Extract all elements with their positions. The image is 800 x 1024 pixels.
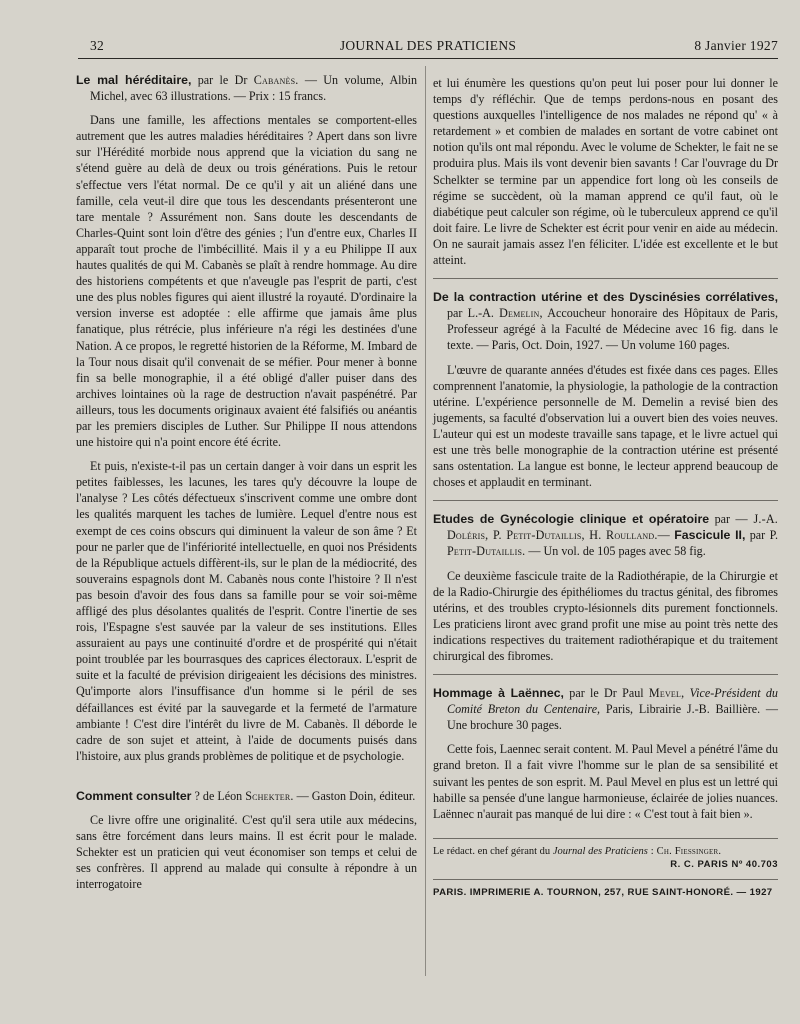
right-column: [433, 75, 778, 901]
review-mal-hereditaire: [76, 72, 417, 764]
review-paragraph: Ce deuxième fascicule traite de la Radiothérapie, de la Chirurgie et de la Radio-Chirurgie des épithéliomes du tractus génital, des fibromes utérins, et des troubles crypto-lésionnels dits purement fonctionnels. Les praticiens liront avec grand profit une mise au point très nette des indications respectives du traitement radiothérapique et du traitement chirurgical des fibromes.: [433, 568, 778, 663]
review-author: Mevel,: [648, 686, 685, 701]
editor-note: [433, 838, 778, 871]
review-paragraph: Et puis, n'existe-t-il pas un certain danger à voir dans un esprit les petites faiblesses, les lacunes, les tares qu'y découvre la loupe de l'analyse ? Les côtés défectueux s'inscrivent comme une ombre dont les qualités marquent les taches de lumière. Lequel d'entre nous est exempt de ces coins obscurs qui diminuent la valeur de son âme ? Et pour ne parler que de l'infériorité intellectuelle, en quoi nos Présidents de la République actuels diffèrent-ils, sur le plan de la médiocrité, des souverains espagnols dont M. Cabanès nous conte l'histoire ? Il n'est pas besoin d'avoir des fous dans sa famille pour se voir soi-même affligé des plus désolantes qualités de l'esprit. Contre l'inertie de ses rois, l'Espagne s'est sauvée par la valeur de ses institutions. Elles assuraient au pays une continuité d'ordre et de prospérité qui n'était point troublée par les bourrasques des caprices électoraux. L'esprit de suite et la faculté de prévision dirigeaient les décisions des ministres. Qu'importe alors l'insuffisance d'un homme si le péril de ses défaillances est évité par la sauvegarde et la fermeté de l'armature ambiante ! C'est dire l'intérêt du livre de M. Cabanès. Il déborde le cadre de son sujet et atteint, à l'aide de documents puisés dans l'histoire, aux plus grands problèmes de politique et de psychologie.: [76, 459, 417, 763]
review-author-role: Vice-Président du Comité Breton du Centenaire,: [447, 686, 778, 717]
review-comment-consulter: [76, 788, 417, 893]
review-contraction-uterine: [433, 289, 778, 490]
review-heading: Etudes de Gynécologie clinique et opératoire par — J.-A. Doléris, P. Petit-Dutaillis, H. Roulland.— Fascicule II, par P. Petit-Dutaillis. — Un vol. de 105 pages avec 58 fig.: [433, 512, 778, 559]
review-author: Demelin,: [499, 306, 543, 321]
review-details: — Un vol. de 105 pages avec 58 fig.: [525, 544, 706, 559]
divider: [433, 674, 778, 675]
review-paragraph: Dans une famille, les affections mentales se comportent-elles autrement que les autres maladies héréditaires ? Apert dans son livre sur l'Hérédité morbide nous apprend que la viciation du sang ne s'étend guère au delà de deux ou trois générations. Puis le retour s'effectue vers l'état normal. De ce qu'il y ait un aliéné dans une famille, cela veut-il dire que tous les descendants présenteront une tare mentale ? Assurément non. Sans doute les descendants de Charles-Quint sont loin d'être des génies ; l'un d'entre eux, Charles II apparaît tout proche de l'imbécillité. Mais il y a eu Philippe II aux hautes qualités de qui M. Cabanès se plaît à rendre hommage. Au dire des historiens compétents et que n'aveugle pas l'esprit de parti, c'est une des plus nobles figures qui aient illustré la royauté. D'ordinaire la version inverse est adoptée : elle affirme que jamais âme plus fanatique, plus rétrécie, plus inférieure n'a régi les destinées d'une Nation. A ce propos, le regretté historien de la Réforme, M. Imbard de la Tour nous disait qu'il convenait de se méfier. Pour mener à bonne fin sa belle monographie, il a été obligé d'aller puiser dans des archives lointaines où la rage de destruction n'avait paspénétré. Par ailleurs, tous les documents originaux avaient été falsifiés ou anéantis par les premiers disciples de Luther. Sur Philippe II nous attendons une histoire qui n'a point encore été écrite.: [76, 113, 417, 450]
review-title: Hommage à Laënnec,: [433, 686, 564, 701]
review-paragraph: Cette fois, Laennec serait content. M. Paul Mevel a pénétré l'âme du grand breton. Il a fait vivre l'homme sur le plan de sa sensibilité et suivant les pentes de son esprit. M. Paul Mevel en plus est un lettré qui habille sa pensée d'une langue harmonieuse, éclairée de jolies nuances. Laënnec n'aurait pas manqué de lui dire : « C'est tout à fait bien ».: [433, 742, 778, 821]
divider: [433, 278, 778, 279]
editor-line: Le rédact. en chef gérant du Journal des Praticiens : Ch. Fiessinger.: [433, 845, 722, 857]
review-paragraph: et lui énumère les questions qu'on peut lui poser pour lui donner le temps d'y réfléchir. Que de temps perdons-nous en posant des questions auxquelles l'intelligence de nos malades ne répond qu' « à retardement » et combien de malades en sortant de votre cabinet ont notion qu'ils ont mal répondu. Avec le volume de Schekter, le fait ne se produira plus. Mais ils vont devenir bien savants ! Car l'ouvrage du Dr Schelkter se termine par un appendice fort long où les conseils de régime se succèdent, où la maman apprend ce qu'il faut, où le diabétique peut calculer son régime, où le tuberculeux apprend ce qu'il doit faire. Le livre de Schekter est écrit pour venir en aide au médecin. On ne saurait jamais assez l'en féliciter. L'idée est excellente et le but atteint.: [433, 76, 778, 268]
review-details: Accoucheur honoraire des Hôpitaux de Paris, Professeur agrégé à la Faculté de Médecine avec 16 fig. dans le texte. — Paris, Oct. Doin, 1927. — Un volume 160 pages.: [447, 306, 778, 353]
registry-number: R. C. PARIS Nº 40.703: [670, 858, 778, 870]
review-author: Schekter.: [245, 788, 294, 803]
journal-name: Journal des Praticiens: [552, 845, 648, 857]
review-details: Paris, Librairie J.-B. Baillière. — Une brochure 30 pages.: [447, 702, 778, 733]
printer-line: PARIS. IMPRIMERIE A. TOURNON, 257, RUE SAINT-HONORÉ. — 1927: [433, 879, 778, 901]
left-column: [76, 72, 417, 902]
review-authors: — J.-A. Doléris, P. Petit-Dutaillis, H. Roulland.—: [447, 512, 778, 543]
review-paragraph: Ce livre offre une originalité. C'est qu'il sera utile aux médecins, sans être forcément dans leurs mains. Il est écrit pour le malade. Schekter est un praticien qui veut économiser son temps et celui de ses confrères. Il apprend au malade qui consulte à répondre à un interrogatoire: [76, 813, 417, 892]
review-details: — Un volume, Albin Michel, avec 63 illustrations. — Prix : 15 francs.: [90, 73, 417, 104]
review-heading: Hommage à Laënnec, par le Dr Paul Mevel, Vice-Président du Comité Breton du Centenaire, Paris, Librairie J.-B. Baillière. — Une brochure 30 pages.: [433, 686, 778, 733]
review-heading: Le mal héréditaire, par le Dr Cabanès. — Un volume, Albin Michel, avec 63 illustrations. — Prix : 15 francs.: [76, 73, 417, 104]
journal-title: JOURNAL DES PRATICIENS: [339, 38, 517, 53]
review-hommage-laennec: [433, 685, 778, 822]
review-details: — Gaston Doin, éditeur.: [293, 788, 416, 803]
review-paragraph: L'œuvre de quarante années d'études est fixée dans ces pages. Elles comprennent l'anatomie, la physiologie, la pathologie de la contraction utérine. L'expérience personnelle de M. Demelin a revisé bien des jugements, sa faculté d'observation lui a ouvert bien des voies neuves. L'auteur qui est un modeste travaille sans tapage, et le livre actuel qui est une très belle monographie de la contraction utérine est présenté sans ostentation. La langue est bonne, le lecteur apprend beaucoup de choses et applaudit en terminant.: [433, 362, 778, 490]
review-title: Etudes de Gynécologie clinique et opératoire: [433, 512, 710, 527]
review-heading: Comment consulter ? de Léon Schekter. — Gaston Doin, éditeur.: [76, 788, 416, 803]
page-header: [78, 36, 778, 59]
review-title: Le mal héréditaire,: [76, 73, 192, 87]
review-title: De la contraction utérine et des Dyscinésies corrélatives,: [433, 290, 778, 305]
review-gynecologie: [433, 511, 778, 664]
page-number: 32: [90, 38, 105, 53]
review-author: Cabanès.: [253, 73, 299, 87]
review-comment-consulter-continued: [433, 75, 778, 268]
issue-date: 8 Janvier 1927: [694, 38, 778, 53]
review-author: Petit-Dutaillis.: [447, 544, 526, 559]
review-title: Comment consulter: [76, 788, 192, 803]
divider: [433, 500, 778, 501]
editor-name: : Ch. Fiessinger.: [647, 845, 722, 857]
column-separator: [425, 66, 426, 976]
review-subtitle: Fascicule II,: [674, 528, 746, 543]
review-heading: De la contraction utérine et des Dyscinésies corrélatives, par L.-A. Demelin, Accoucheur honoraire des Hôpitaux de Paris, Professeur agrégé à la Faculté de Médecine avec 16 fig. dans le texte. — Paris, Oct. Doin, 1927. — Un volume 160 pages.: [433, 290, 778, 353]
